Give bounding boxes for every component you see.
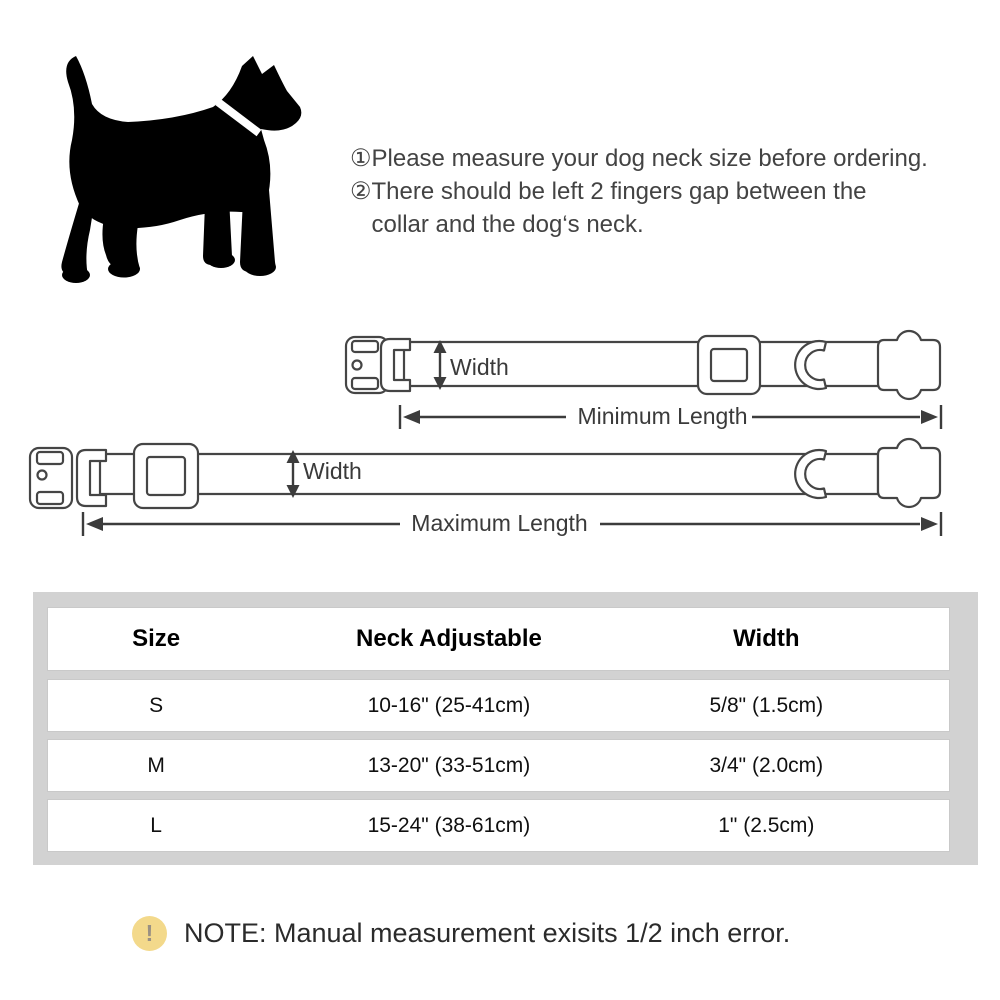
cell-width: 5/8" (1.5cm) [709,693,824,717]
exclamation-icon: ! [132,916,167,951]
instructions-list [350,142,970,241]
table-row-l [47,799,950,852]
collar-max-width-label: Width [303,458,362,484]
instruction-2-number: ② [350,178,372,205]
dog-silhouette-icon [56,50,306,290]
instruction-2-text [372,175,867,241]
cell-size: L [150,813,162,837]
cell-width: 1" (2.5cm) [718,813,815,837]
instruction-2-line-1: There should be left 2 fingers gap between the [371,178,867,205]
instruction-1-text: Please measure your dog neck size before ordering. [371,145,928,172]
header-width: Width [733,625,800,652]
table-row-m [47,739,950,792]
collar-min-width-label: Width [450,354,509,380]
instruction-1-number: ① [350,145,372,172]
instruction-item-2 [350,175,970,241]
note-text: NOTE: Manual measurement exisits 1/2 inch error. [184,918,791,948]
collar-min-drawing [346,331,940,399]
cell-neck: 15-24" (38-61cm) [367,813,531,837]
cell-neck: 13-20" (33-51cm) [367,753,531,777]
instruction-item-1 [350,142,970,175]
collar-max-strap [100,454,878,494]
size-table [33,592,978,865]
instruction-2-line-2: collar and the dog‘s neck. [371,211,644,238]
cell-width: 3/4" (2.0cm) [709,753,824,777]
collar-max-clip-tip [878,439,940,507]
header-size: Size [132,625,181,652]
collar-max-length-label: Maximum Length [411,510,588,536]
collar-min-clip-tip [878,331,940,399]
cell-neck: 10-16" (25-41cm) [367,693,531,717]
table-row-s [47,679,950,732]
header-neck-adjustable: Neck Adjustable [356,625,542,652]
collar-max-drawing [30,439,940,508]
note-row [132,916,790,951]
collar-min-length-label: Minimum Length [577,403,748,429]
size-table-header-row [47,607,950,671]
cell-size: S [149,693,164,717]
cell-size: M [147,753,165,777]
